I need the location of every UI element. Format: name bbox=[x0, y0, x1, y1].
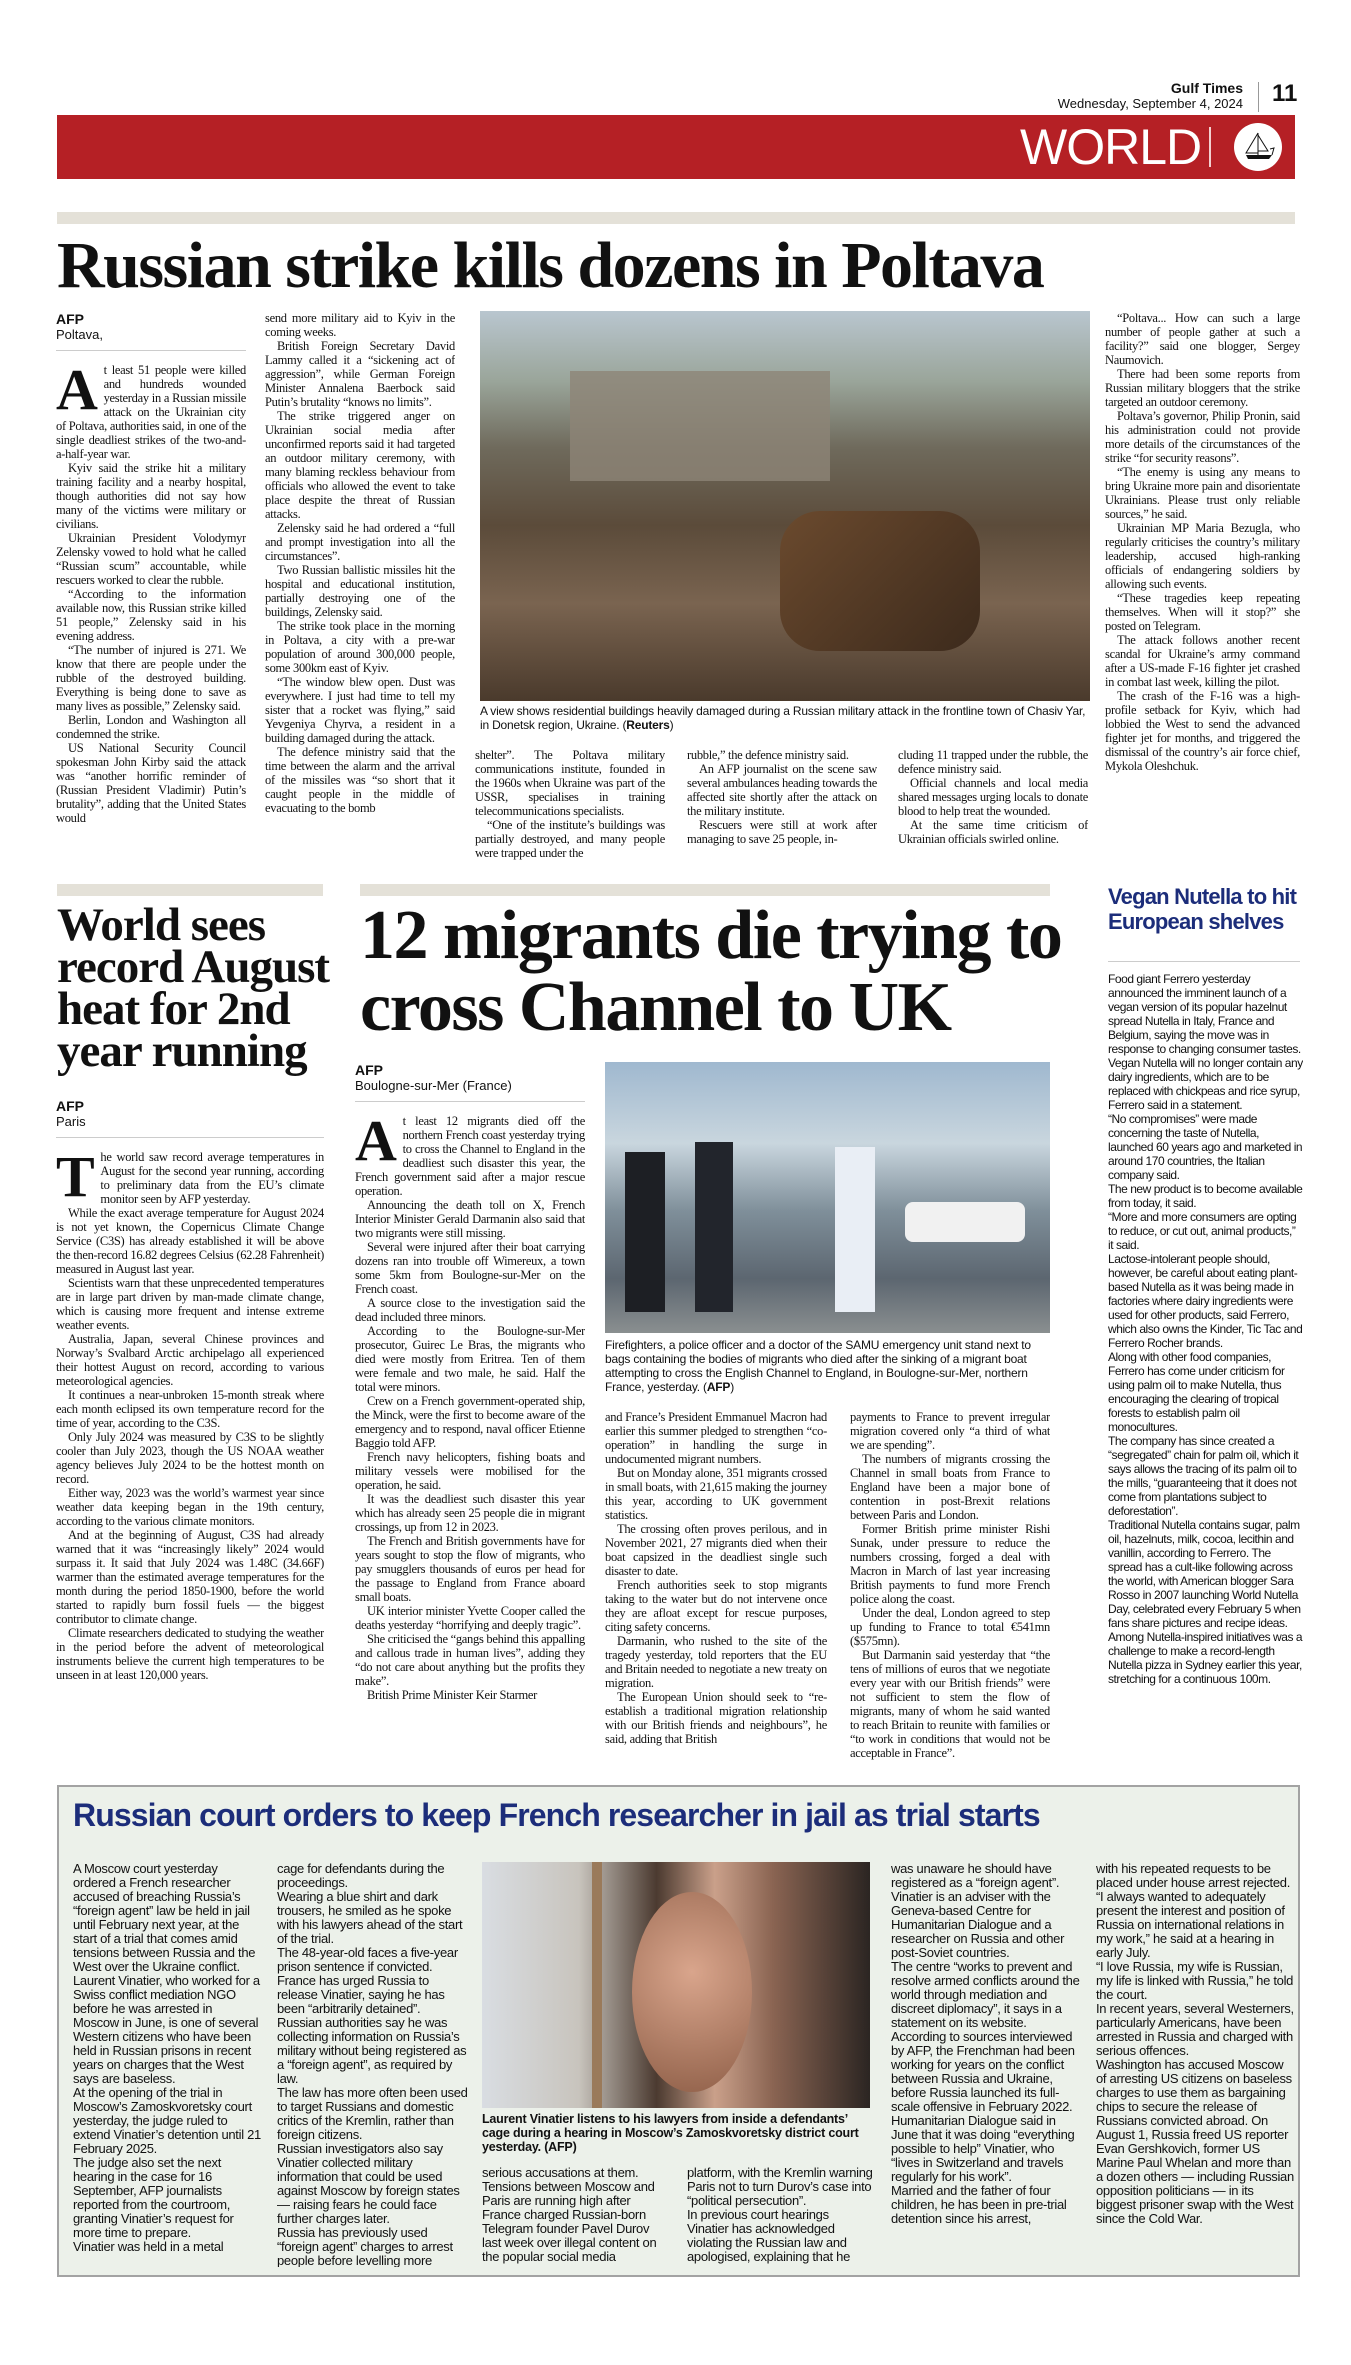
header-divider bbox=[1258, 82, 1259, 112]
paragraph: Kyiv said the strike hit a military training facility and a nearby hospital, though authorities did not say how many of the victims were military or civilians. bbox=[56, 461, 246, 531]
paragraph: “I always wanted to adequately present the interest and position of Russia on international relations in my work,” he said at a hearing in early July. bbox=[1096, 1889, 1285, 1960]
paragraph: “I love Russia, my wife is Russian, my life is linked with Russia,” he told the court. bbox=[1096, 1959, 1294, 2002]
paragraph: The European Union should seek to “re-establish a traditional migration relationship with our British friends and neighbours”, he said, adding that British bbox=[605, 1690, 827, 1746]
paragraph: At least 12 migrants died off the northern French coast yesterday trying to cross the Channel to England in the deadliest such disaster this year, the French government said after a major rescue operation. bbox=[355, 1114, 585, 1198]
heat-headline: World sees record August heat for 2nd year running bbox=[57, 899, 330, 1077]
paragraph: The crossing often proves perilous, and in November 2021, 27 migrants died when their boat capsized in the deadliest single such disaster to date. bbox=[605, 1522, 827, 1578]
paragraph: The attack follows another recent scandal for Ukraine’s army command after a US-made F-16 fighter jet crashed in combat last week, killing the pilot. bbox=[1105, 633, 1300, 689]
paragraph: Washington has accused Moscow of arresting US citizens on baseless charges to use them as bargaining chips to secure the release of Russians convicted abroad. On August 1, Russia freed US reporter Evan Gershkovich, former US Marine Paul Whelan and more than a dozen others — including Russian opposition politicians — in its biggest prisoner swap with the West since the Cold War. bbox=[1096, 2057, 1294, 2226]
paragraph: US National Security Council spokesman John Kirby said the attack was “another horrific reminder of (Russian President Vladimir) Putin’s brutality”, adding that the United States would bbox=[56, 741, 246, 825]
paragraph: Along with other food companies, Ferrero has come under criticism for using palm oil to make Nutella, thus encouraging the clearing of tropical forests to establish palm oil monocultures. bbox=[1108, 1350, 1285, 1434]
byline-place: Poltava, bbox=[56, 327, 103, 342]
caption-text: Firefighters, a police officer and a doctor of the SAMU emergency unit stand next to bags containing the bodies of migrants who died after the sinking of a migrant boat attempting to cross the English Channel to England, in Boulogne-sur-Mer, northern France, yesterday. bbox=[605, 1338, 1031, 1394]
paragraph: French navy helicopters, fishing boats and military vessels were mobilised for the operation, he said. bbox=[355, 1450, 585, 1492]
rubble bbox=[780, 511, 980, 651]
paragraph: Poltava’s governor, Philip Pronin, said his administration could not provide more details of the circumstances of the strike “for security reasons”. bbox=[1105, 409, 1300, 465]
paragraph: “According to the information available now, this Russian strike killed 51 people,” Zelensky said in his evening address. bbox=[56, 587, 246, 643]
paragraph: UK interior minister Yvette Cooper called the deaths yesterday “horrifying and deeply tragic”. bbox=[355, 1604, 585, 1632]
paragraph: It was the deadliest such disaster this year which has already seen 25 people die in migrant crossings, up from 12 in 2023. bbox=[355, 1492, 585, 1534]
paragraph: and France’s President Emmanuel Macron had earlier this summer pledged to strengthen “co-operation” in handling the surge in undocumented migrant numbers. bbox=[605, 1410, 827, 1466]
paragraph: British Foreign Secretary David Lammy called it a “sickening act of aggression”, while German Foreign Minister Annalena Baerbock said Putin’s brutality “knows no limits”. bbox=[265, 339, 455, 409]
police-figure bbox=[695, 1142, 733, 1312]
paragraph: with his repeated requests to be placed under house arrest rejected. bbox=[1096, 1862, 1291, 1890]
paragraph: Official channels and local media shared messages urging locals to donate blood to help treat the wounded. bbox=[898, 776, 1088, 818]
poltava-column-3 bbox=[475, 748, 665, 860]
poltava-column-2 bbox=[265, 311, 455, 859]
migrants-column-3 bbox=[850, 1410, 1050, 1760]
section-band bbox=[57, 115, 1295, 179]
poltava-photo-caption: A view shows residential buildings heavily damaged during a Russian military attack in the frontline town of Chasiv Yar, in Donetsk region, Ukraine. (Reuters) bbox=[480, 704, 1086, 732]
paragraph: At the same time criticism of Ukrainian officials swirled online. bbox=[898, 818, 1088, 846]
byline bbox=[355, 1062, 585, 1102]
migrants-column-2 bbox=[605, 1410, 827, 1760]
cage-bar bbox=[592, 1862, 602, 2108]
band-divider bbox=[1209, 127, 1211, 167]
paragraph: She criticised the “gangs behind this appalling and callous trade in human lives”, adding they “do not care about anything but the profits they make”. bbox=[355, 1632, 585, 1688]
paragraph: Ukrainian President Volodymyr Zelensky vowed to hold what he called “Russian scum” accountable, while rescuers worked to clear the rubble. bbox=[56, 531, 246, 587]
paragraph: An AFP journalist on the scene saw several ambulances heading towards the affected site shortly after the attack on the military institute. bbox=[687, 762, 877, 818]
paragraph: “One of the institute’s buildings was partially destroyed, and many people were trapped under the bbox=[475, 818, 665, 860]
paragraph: The world saw record average temperatures in August for the second year running, according to preliminary data from the EU’s climate monitor seen by AFP yesterday. bbox=[56, 1150, 324, 1209]
paragraph: Tensions between Moscow and Paris are running high after France charged Russian-born Telegram founder Pavel Durov last week over illegal content on the popular social media bbox=[482, 2179, 657, 2264]
paragraph: The crash of the F-16 was a high-profile setback for Kyiv, which had lobbied the West to send the advanced fighter jet for months, and triggered the dismissal of the country’s air force chief, Mykola Oleshchuk. bbox=[1105, 689, 1300, 773]
publication-name: Gulf Times bbox=[1170, 80, 1243, 96]
paragraph: At least 51 people were killed and hundreds wounded yesterday in a Russian missile attack on the Ukrainian city of Poltava, authorities said, in one of the single deadliest strikes of the two-and-a-half-year war. bbox=[56, 363, 246, 461]
paragraph: “More and more consumers are opting to reduce, or cut out, animal products,” it said. bbox=[1108, 1210, 1297, 1252]
paragraph: Vinatier was held in a metal bbox=[73, 2239, 224, 2254]
court-column-2 bbox=[277, 1862, 469, 2267]
headline-line: 12 migrants die trying to bbox=[360, 897, 1062, 974]
byline bbox=[56, 311, 246, 351]
poltava-headline: Russian strike kills dozens in Poltava bbox=[57, 229, 1044, 302]
doctor-figure bbox=[835, 1147, 875, 1312]
paragraph: Rescuers were still at work after managing to save 25 people, in- bbox=[687, 818, 877, 846]
paragraph: serious accusations at them. bbox=[482, 2166, 639, 2180]
article-body bbox=[355, 1114, 585, 1754]
paragraph: The 48-year-old faces a five-year prison sentence if convicted. bbox=[277, 1945, 458, 1974]
paragraph: Russia has previously used “foreign agent” charges to arrest people before levelling more bbox=[277, 2225, 453, 2267]
paragraph: Laurent Vinatier, who worked for a Swiss conflict mediation NGO before he was arrested in Moscow in June, is one of several Western citizens who have been held in Russian prisons in recent years on charges that the West says are baseless. bbox=[73, 1973, 260, 2086]
paragraph: send more military aid to Kyiv in the coming weeks. bbox=[265, 311, 455, 339]
paragraph: Food giant Ferrero yesterday announced the imminent launch of a vegan version of its popular hazelnut spread Nutella in Italy, France and Belgium, saying the move was in response to changing consumer tastes. bbox=[1108, 972, 1301, 1056]
page-number: 11 bbox=[1272, 80, 1298, 107]
paragraph: It continues a near-unbroken 15-month streak where each month eclipsed its own temperature record for the time of year, according to the C3S. bbox=[56, 1388, 324, 1430]
body-bags bbox=[905, 1202, 1025, 1242]
paragraph: Only July 2024 was measured by C3S to be slightly cooler than July 2023, though the US NOAA weather agency believes July 2024 to be the hottest month on record. bbox=[56, 1430, 324, 1486]
paragraph: platform, with the Kremlin warning Paris not to turn Durov’s case into “political persecution”. bbox=[687, 2166, 873, 2208]
paragraph: France has urged Russia to release Vinatier, saying he has been “arbitrarily detained”. bbox=[277, 1973, 445, 2016]
paragraph: The judge also set the next hearing in the case for 16 September, AFP journalists reported from the courtroom, granting Vinatier’s request for more time to prepare. bbox=[73, 2155, 234, 2240]
paragraph: “Poltava... How can such a large number of people gather at such a facility?” said one blogger, Sergey Naumovich. bbox=[1105, 311, 1300, 367]
paragraph: The French and British governments have for years sought to stop the flow of migrants, who pay smugglers thousands of euros per head for the passage to England from France aboard small boats. bbox=[355, 1534, 585, 1604]
paragraph: Berlin, London and Washington all condemned the strike. bbox=[56, 713, 246, 741]
nutella-headline: Vegan Nutella to hit European shelves bbox=[1108, 884, 1297, 934]
section-rule bbox=[57, 884, 323, 896]
paragraph: The defence ministry said that the time between the alarm and the arrival of the missiles was “so short that it caught people in the middle of evacuating to the bomb bbox=[265, 745, 455, 815]
court-column-1 bbox=[73, 1862, 261, 2267]
caption-text: A view shows residential buildings heavily damaged during a Russian military attack in the frontline town of Chasiv Yar, in Donetsk region, Ukraine. bbox=[480, 704, 1086, 732]
photo-credit: Reuters bbox=[626, 718, 670, 732]
paragraph: Several were injured after their boat carrying dozens ran into trouble off Wimereux, a town some 5km from Boulogne-sur-Mer on the French coast. bbox=[355, 1240, 585, 1296]
paragraph: payments to France to prevent irregular migration covered only “a third of what we are spending”. bbox=[850, 1410, 1050, 1452]
paragraph: At the opening of the trial in Moscow’s Zamoskvoretsky court yesterday, the judge ruled to extend Vinatier’s detention until 21 February 2025. bbox=[73, 2085, 261, 2156]
paragraph: “The number of injured is 271. We know that there are people under the rubble of the destroyed building. Everything is being done to save as many lives as possible,” Zelensky said. bbox=[56, 643, 246, 713]
paragraph: Wearing a blue shirt and dark trousers, he smiled as he spoke with his lawyers ahead of the start of the trial. bbox=[277, 1889, 463, 1946]
paragraph: The strike triggered anger on Ukrainian social media after unconfirmed reports said it had targeted an outdoor military ceremony, with many blaming reckless behaviour from officials who allowed the event to take place despite the threat of Russian attacks. bbox=[265, 409, 455, 521]
paragraph: A source close to the investigation said the dead included three minors. bbox=[355, 1296, 585, 1324]
paragraph: And at the beginning of August, C3S had already warned that it was “increasingly likely” 2024 would surpass it. It said that July 2024 was 1.48C (34.66F) warmer than the estimated average temperatures for the month during the period 1850-1900, before the world started to rapidly burn fossil fuels — the biggest contributor to climate change. bbox=[56, 1528, 324, 1626]
byline-place: Paris bbox=[56, 1114, 86, 1129]
damaged-building bbox=[570, 371, 830, 481]
caption-text: Laurent Vinatier listens to his lawyers from inside a defendants’ cage during a hearing in Moscow’s Zamoskvoretsky district court yesterday. bbox=[482, 2112, 859, 2154]
paragraph: Scientists warn that these unprecedented temperatures are in large part driven by man-made climate change, which is causing more frequent and intense extreme weather events. bbox=[56, 1276, 324, 1332]
paragraph: Vinatier is an adviser with the Geneva-based Centre for Humanitarian Dialogue and a researcher on Russia and other post-Soviet countries. bbox=[891, 1889, 1065, 1960]
heat-article bbox=[56, 1098, 324, 1760]
photo-credit: AFP bbox=[548, 2140, 573, 2154]
section-rule bbox=[57, 212, 1295, 224]
paragraph: A Moscow court yesterday ordered a French researcher accused of breaching Russia’s “foreign agent” law be held in jail until February next year, at the start of a trial that comes amid tensions between Russia and the West over the Ukraine conflict. bbox=[73, 1862, 256, 1974]
paragraph: “These tragedies keep repeating themselves. When will it stop?” she posted on Telegram. bbox=[1105, 591, 1300, 633]
byline bbox=[56, 1098, 324, 1138]
article-body bbox=[56, 1150, 324, 1760]
paragraph: Russian authorities say he was collecting information on Russia’s military without being registered as a “foreign agent”, as required by law. bbox=[277, 2015, 467, 2086]
paragraph: British Prime Minister Keir Starmer bbox=[367, 1688, 538, 1702]
paragraph: Either way, 2023 was the world’s warmest year since weather data keeping began in the 19th century, according to the various climate monitors. bbox=[56, 1486, 324, 1528]
migrants-column-1 bbox=[355, 1062, 585, 1754]
paragraph: Among Nutella-inspired initiatives was a challenge to make a record-length Nutella pizza in Sydney earlier this year, stretching for a continuous 100m. bbox=[1108, 1630, 1303, 1686]
paragraph: shelter”. The Poltava military communications institute, founded in the 1960s when Ukraine was part of the USSR, specialises in training telecommunications specialists. bbox=[475, 748, 665, 818]
paragraph: Ukrainian MP Maria Bezugla, who regularly criticises the country’s military leadership, accused high-ranking officials of endangering soldiers by allowing such events. bbox=[1105, 521, 1300, 591]
photo-credit: AFP bbox=[706, 1380, 731, 1394]
paragraph: Humanitarian Dialogue said in June that it was doing “everything possible to help” Vinatier, who “lives in Switzerland and travels regularly for his work”. bbox=[891, 2113, 1075, 2184]
paragraph: The centre “works to prevent and resolve armed conflicts around the world through mediation and discreet diplomacy”, it says in a statement on its website. bbox=[891, 1959, 1080, 2030]
byline-place: Boulogne-sur-Mer (France) bbox=[355, 1078, 512, 1093]
paragraph: “The window blew open. Dust was everywhere. I just had time to tell my sister that a rocket was flying,” said Yevgeniya Chyrva, a resident in a building damaged during the attack. bbox=[265, 675, 455, 745]
paragraph: In recent years, several Westerners, particularly Americans, have been arrested in Russia and charged with serious offences. bbox=[1096, 2001, 1294, 2058]
court-photo-caption: Laurent Vinatier listens to his lawyers from inside a defendants’ cage during a hearing in Moscow’s Zamoskvoretsky district court yesterday. (AFP) bbox=[482, 2112, 859, 2154]
section-rule bbox=[360, 884, 1050, 896]
paragraph: Under the deal, London agreed to step up funding to France to total €541mn ($575mn). bbox=[850, 1606, 1050, 1648]
headline-line: cross Channel to UK bbox=[360, 969, 951, 1046]
poltava-column-5 bbox=[898, 748, 1088, 860]
paragraph: cage for defendants during the proceedings. bbox=[277, 1862, 445, 1890]
court-column-4 bbox=[687, 2166, 873, 2266]
paragraph: According to sources interviewed by AFP, the Frenchman had been working for years on the conflict between Russia and Ukraine, before Russia launched its full-scale offensive in February 2022. bbox=[891, 2029, 1075, 2114]
paragraph: Vegan Nutella will no longer contain any dairy ingredients, which are to be replaced with chickpeas and rice syrup, Ferrero said in a statement. bbox=[1108, 1056, 1303, 1112]
paragraph: The strike took place in the morning in Poltava, a city with a pre-war population of around 300,000 people, some 300km east of Kyiv. bbox=[265, 619, 455, 675]
headline-rule bbox=[1108, 961, 1300, 962]
paragraph: Announcing the death toll on X, French Interior Minister Gerald Darmanin also said that two migrants were still missing. bbox=[355, 1198, 585, 1240]
paragraph: Married and the father of four children, he has been in pre-trial detention since his arrest, bbox=[891, 2183, 1067, 2226]
paragraph: Two Russian ballistic missiles hit the hospital and educational institution, partially destroying one of the buildings, Zelensky said. bbox=[265, 563, 455, 619]
migrants-photo-caption: Firefighters, a police officer and a doctor of the SAMU emergency unit stand next to bags containing the bodies of migrants who died after the sinking of a migrant boat attempting to cross the English Channel to England, in Boulogne-sur-Mer, northern France, yesterday. (AFP) bbox=[605, 1338, 1031, 1394]
section-title: WORLD bbox=[1020, 119, 1202, 175]
court-column-3 bbox=[482, 2166, 668, 2266]
paragraph: But on Monday alone, 351 migrants crossed in small boats, with 21,615 making the journey this year, according to UK government statistics. bbox=[605, 1466, 827, 1522]
vinatier-photo bbox=[482, 1862, 870, 2108]
court-column-6 bbox=[1096, 1862, 1294, 2267]
paragraph: According to the Boulogne-sur-Mer prosecutor, Guirec Le Bras, the migrants who died were mostly from Eritrea. Ten of them were female and two male, he said. Half the total were minors. bbox=[355, 1324, 585, 1394]
paragraph: The law has more often been used to target Russians and domestic critics of the Kremlin, rather than foreign citizens. bbox=[277, 2085, 468, 2142]
paragraph: The numbers of migrants crossing the Channel in small boats from France to England have been a major bone of contention in post-Brexit relations between Paris and London. bbox=[850, 1452, 1050, 1522]
paragraph: was unaware he should have registered as a “foreign agent”. bbox=[891, 1862, 1060, 1890]
paragraph: Russian investigators also say Vinatier collected military information that could be used against Moscow by foreign states — raising fears he could face further charges later. bbox=[277, 2141, 460, 2226]
dhow-logo-icon bbox=[1234, 123, 1282, 171]
paragraph: rubble,” the defence ministry said. bbox=[687, 748, 849, 762]
paragraph: There had been some reports from Russian military bloggers that the strike targeted an outdoor ceremony. bbox=[1105, 367, 1300, 409]
paragraph: The company has since created a “segregated” chain for palm oil, which it says allows the tracing of its palm oil to the mills, “guaranteeing that it does not come from plantations subject to deforestation”. bbox=[1108, 1434, 1299, 1518]
poltava-column-4 bbox=[687, 748, 877, 860]
paragraph: Traditional Nutella contains sugar, palm oil, hazelnuts, milk, cocoa, lecithin and vanillin, according to Ferrero. The spread has a cult-like following across the world, with American blogger Sara Rosso in 2007 launching World Nutella Day, celebrated every February 5 when fans share pictures and recipe ideas. bbox=[1108, 1518, 1301, 1630]
face bbox=[632, 1892, 752, 2092]
migrants-headline bbox=[360, 897, 1062, 1046]
byline-agency: AFP bbox=[56, 311, 84, 327]
paragraph: “The enemy is using any means to bring Ukraine more pain and disorientate Ukrainians. Please trust only reliable sources,” he said. bbox=[1105, 465, 1300, 521]
firefighter-figure bbox=[625, 1152, 665, 1312]
paragraph: In previous court hearings Vinatier has acknowledged violating the Russian law and apologised, explaining that he bbox=[687, 2207, 851, 2264]
paragraph: The new product is to become available from today, it said. bbox=[1108, 1182, 1303, 1210]
paragraph: cluding 11 trapped under the rubble, the defence ministry said. bbox=[898, 748, 1088, 776]
paragraph: Former British prime minister Rishi Sunak, under pressure to reduce the numbers crossing, forged a deal with Macron in March of last year increasing British payments to fund more French police along the coast. bbox=[850, 1522, 1050, 1606]
paragraph: While the exact average temperature for August 2024 is not yet known, the Copernicus Climate Change Service (C3S) has already established it will be above the then-record 16.82 degrees Celsius (62.28 Fahrenheit) measured in August last year. bbox=[56, 1206, 324, 1276]
poltava-column-6 bbox=[1105, 311, 1300, 859]
poltava-photo bbox=[480, 311, 1090, 701]
poltava-column-1 bbox=[56, 311, 246, 863]
byline-agency: AFP bbox=[56, 1098, 84, 1114]
court-column-5 bbox=[891, 1862, 1083, 2267]
paragraph: Australia, Japan, several Chinese provinces and Norway’s Svalbard Arctic archipelago all experienced their hottest August on record, according to various meteorological agencies. bbox=[56, 1332, 324, 1388]
issue-date: Wednesday, September 4, 2024 bbox=[1057, 96, 1243, 111]
paragraph: “No compromises” were made concerning the taste of Nutella, launched 60 years ago and marketed in around 170 countries, the Italian company said. bbox=[1108, 1112, 1303, 1182]
byline-agency: AFP bbox=[355, 1062, 383, 1078]
article-body bbox=[56, 363, 246, 863]
paragraph: But Darmanin said yesterday that “the tens of millions of euros that we negotiate every year with our British friends” were not sufficient to stem the flow of migrants, many of whom he said wanted to reach Britain to reunite with families or “to work in conditions that would not be acceptable in France”. bbox=[850, 1648, 1050, 1760]
migrants-photo bbox=[605, 1062, 1050, 1333]
court-headline: Russian court orders to keep French researcher in jail as trial starts bbox=[73, 1797, 1040, 1833]
paragraph: Lactose-intolerant people should, however, be careful about eating plant-based Nutella as it was being made in factories where dairy ingredients were used for other products, said Ferrero, which also owns the Kinder, Tic Tac and Ferrero Rocher brands. bbox=[1108, 1252, 1303, 1350]
paragraph: Climate researchers dedicated to studying the weather in the period before the advent of meteorological instruments believe the current high temperatures to be unseen in at least 120,000 years. bbox=[56, 1626, 324, 1682]
nutella-body bbox=[1108, 972, 1303, 1757]
paragraph: Zelensky said he had ordered a “full and prompt investigation into all the circumstances”. bbox=[265, 521, 455, 563]
paragraph: French authorities seek to stop migrants taking to the water but do not intervene once they are afloat except for rescue purposes, citing safety concerns. bbox=[605, 1578, 827, 1634]
paragraph: Crew on a French government-operated ship, the Minck, were the first to become aware of the emergency and to respond, naval officer Etienne Baggio told AFP. bbox=[355, 1394, 585, 1450]
paragraph: Darmanin, who rushed to the site of the tragedy yesterday, told reporters that the EU and Britain needed to negotiate a new treaty on migration. bbox=[605, 1634, 827, 1690]
